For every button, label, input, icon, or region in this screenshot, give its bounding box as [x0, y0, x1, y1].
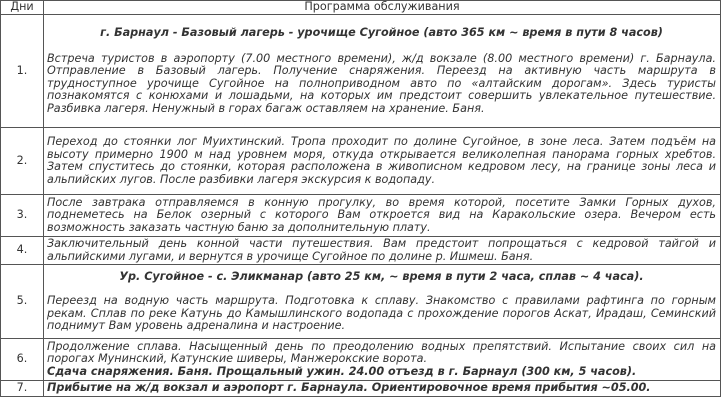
day-number: 4.	[1, 237, 44, 265]
day-number: 7.	[1, 381, 44, 397]
day-number: 5.	[1, 265, 44, 339]
day-bold-text: Прибытие на ж/д вокзал и аэропорт г. Барнаула. Ориентировочное время прибытия ~05.00.	[47, 381, 651, 394]
day-description	[44, 339, 721, 381]
day-number: 1.	[1, 15, 44, 128]
day-number: 3.	[1, 195, 44, 237]
day-text: Переезд на водную часть маршрута. Подготовка к сплаву. Знакомство с правилами рафтинга по горным рекам. Сплав по реке Катунь до Камышлинского водопада с прохождение порогов Аскат, Ирадаш, Семинский поднимут Вам уровень адреналина и настроение.	[47, 294, 716, 332]
table-row	[1, 237, 721, 265]
header-program: Программа обслуживания	[44, 1, 721, 15]
table-row	[1, 265, 721, 339]
day-text: Переход до стоянки лог Муихтинский. Тропа проходит по долине Сугойное, в зоне леса. Затем подъём на высоту примерно 1900 м над уровнем моря, откуда открывается великолепная панорама горных хребтов. Затем спуститесь до стоянки, которая расположена в живописном кедровом лесу, на границе зоны леса и альпийских лугов. После разбивки лагеря экскурсия к водопаду.	[47, 135, 716, 186]
day-text: После завтрака отправляемся в конную прогулку, во время которой, посетите Замки Горных духов, поднеметесь на Белок озерный с которого Вам откроется вид на Каракольские озера. Вечером есть возможность заказать частную баню за дополнительную плату.	[47, 195, 716, 234]
day-number: 6.	[1, 339, 44, 381]
table-row	[1, 15, 721, 128]
day-text: Продолжение сплава. Насыщенный день по преодолению водных препятствий. Испытание своих сил на порогах Мунинский, Катунские шиверы, Манжерокские ворота.	[47, 339, 716, 366]
day-description	[44, 237, 721, 265]
day-text: Заключительный день конной части путешествия. Вам предстоит попрощаться с кедровой тайгой и альпийскими лугами, и вернутся в урочище Сугойное по долине р. Ишмеш. Баня.	[47, 237, 716, 263]
table-row	[1, 195, 721, 237]
day-description	[44, 195, 721, 237]
day-description	[44, 381, 721, 397]
table-row	[1, 381, 721, 397]
day-description	[44, 128, 721, 195]
day-bold-text: Сдача снаряжения. Баня. Прощальный ужин. 24.00 отъезд в г. Барнаул (300 км, 5 часов).	[47, 364, 637, 378]
day-number: 2.	[1, 128, 44, 195]
day-description	[44, 265, 721, 339]
route-heading: Ур. Сугойное - с. Эликманар (авто 25 км, ~ время в пути 2 часа, сплав ~ 4 часа).	[119, 269, 644, 283]
day-description	[44, 15, 721, 128]
day-text: Встреча туристов в аэропорту (7.00 местного времени), ж/д вокзале (8.00 местного времени) г. Барнаула. Отправление в Базовый лагерь. Получение снаряжения. Переезд на активную часть маршрута в трудноступное урочище Сугойное на полноприводном авто по «алтайским дорогам». Здесь туристы познакомятся с конюхами и лошадьми, на которых им предстоит совершить увлекательное путешествие. Разбивка лагеря. Ненужный в горах багаж оставляем на хранение. Баня.	[47, 51, 716, 115]
table-header-row	[1, 1, 721, 15]
header-days: Дни	[1, 1, 44, 15]
table-row	[1, 128, 721, 195]
table-row	[1, 339, 721, 381]
route-heading: г. Барнаул - Базовый лагерь - урочище Сугойное (авто 365 км ~ время в пути 8 часов)	[100, 26, 663, 39]
